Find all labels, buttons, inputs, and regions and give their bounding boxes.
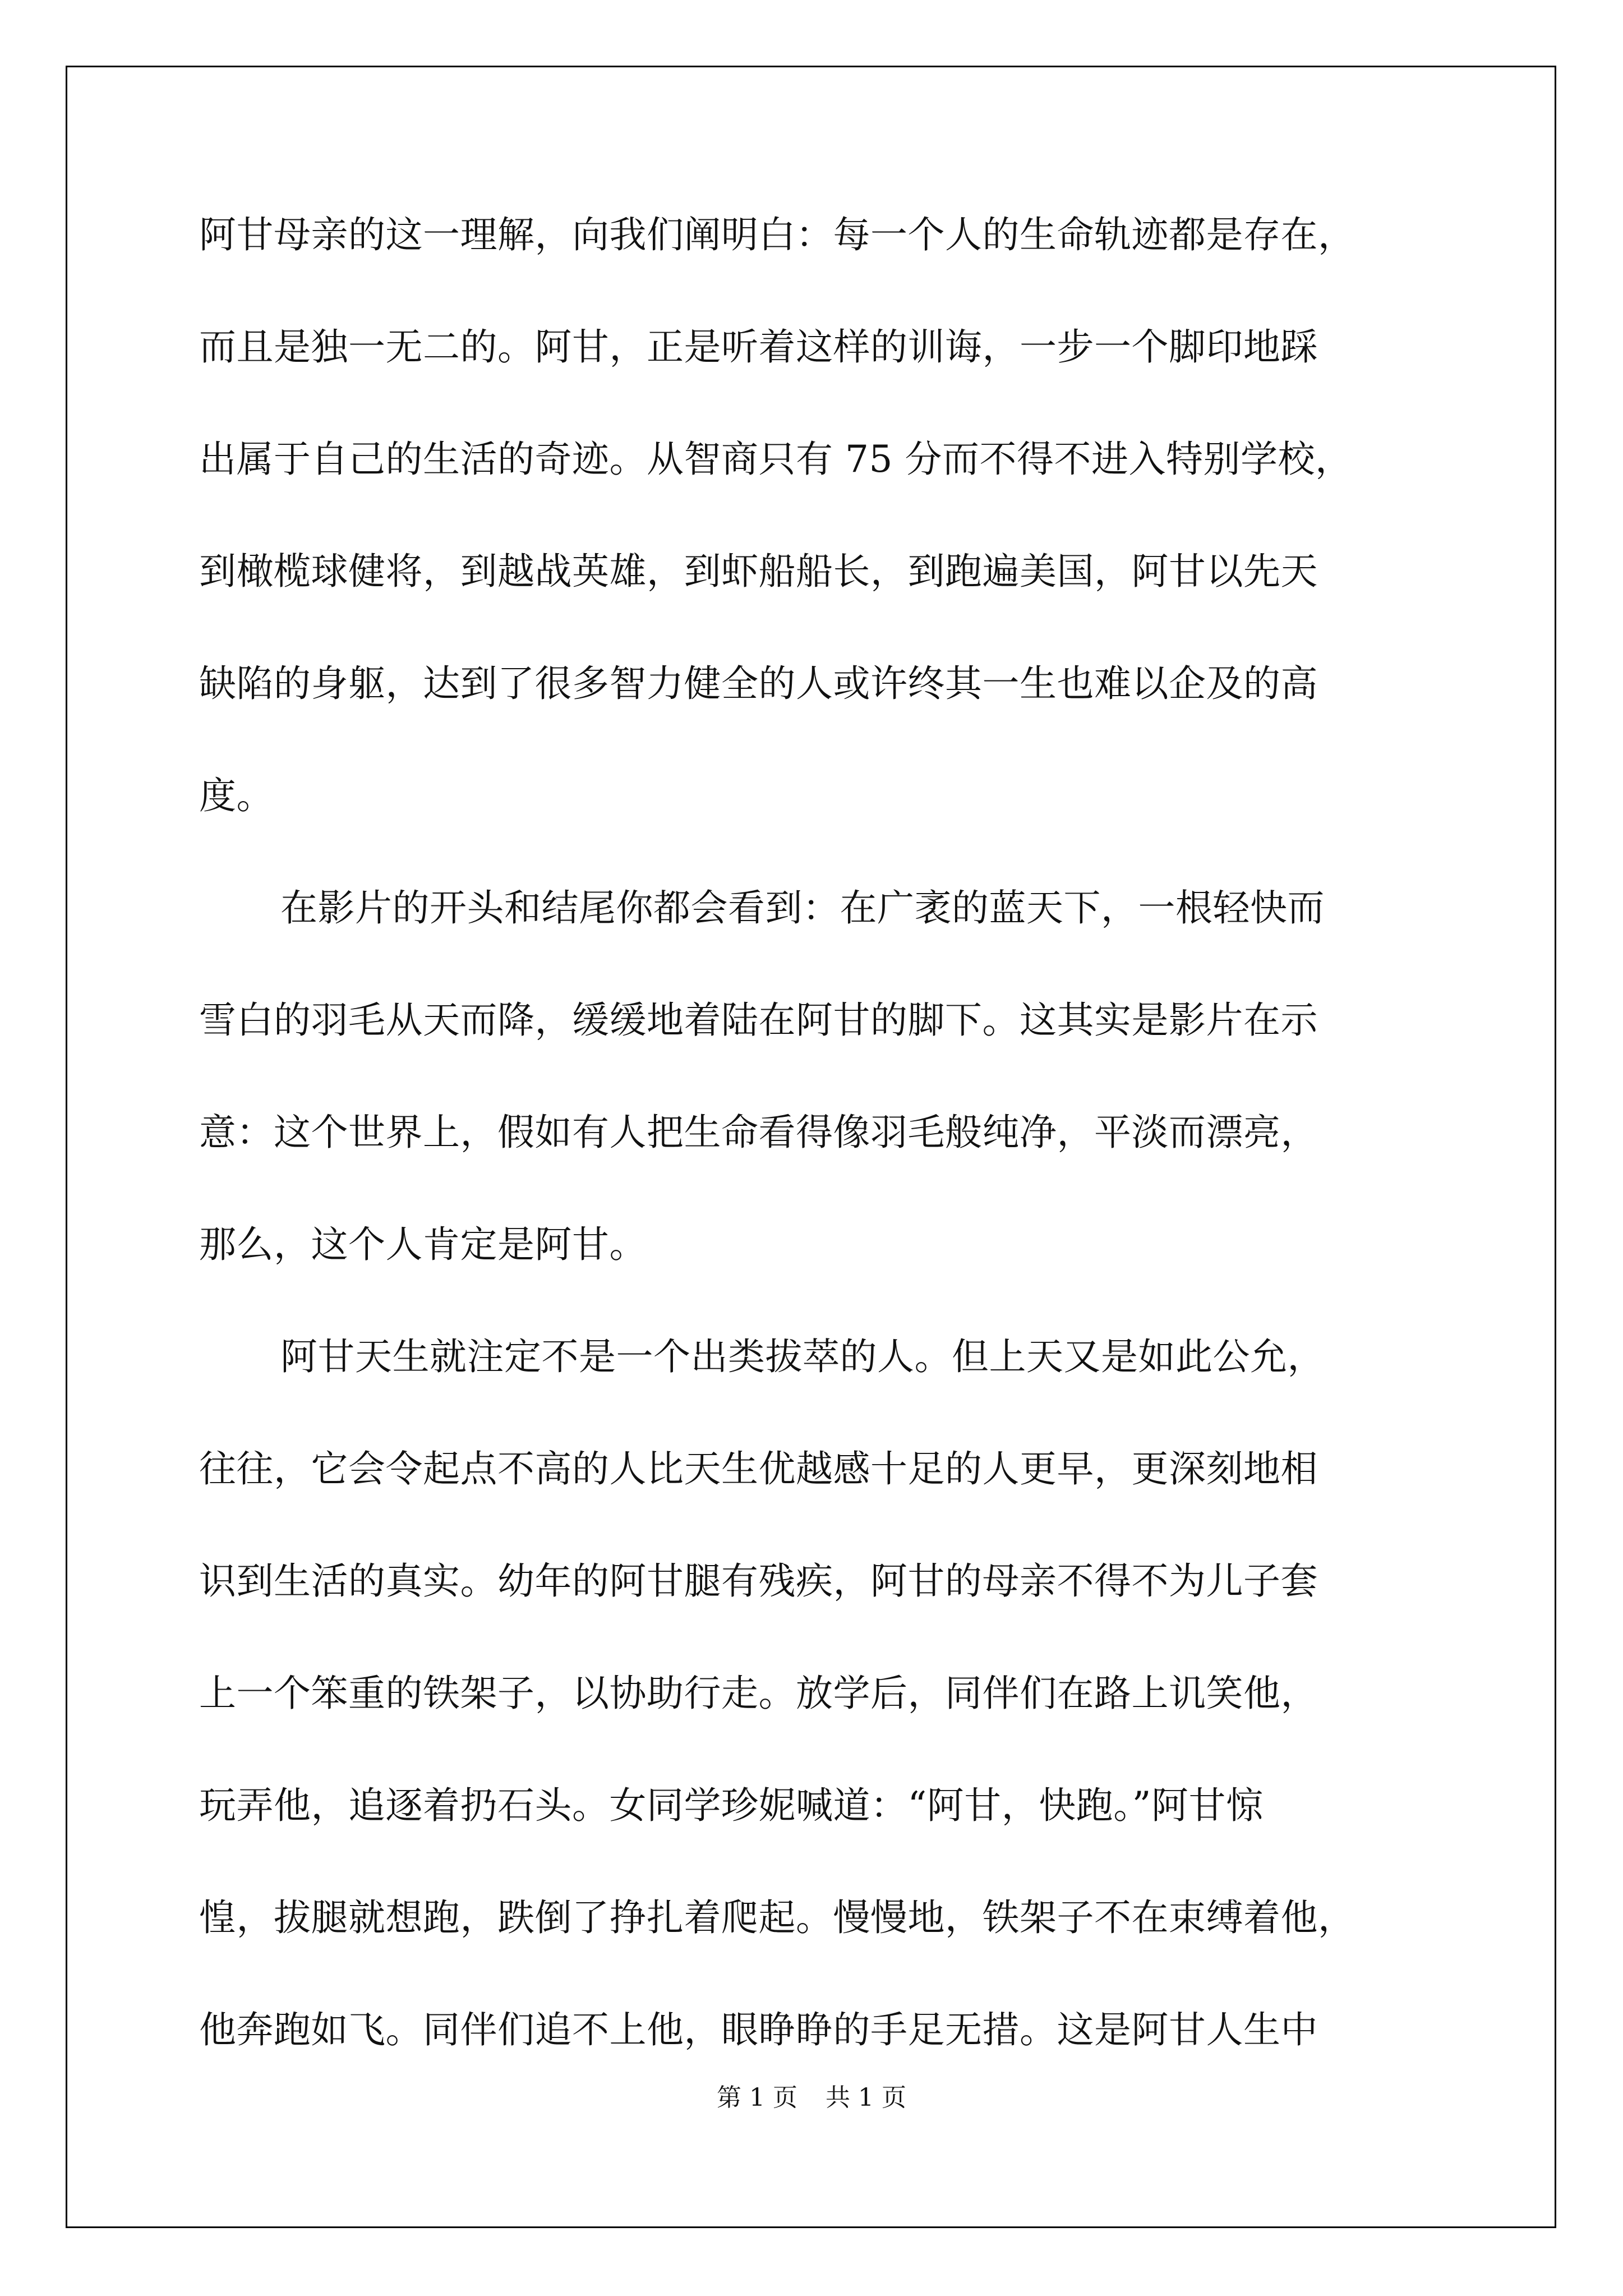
text-line: 缺陷的身躯，达到了很多智力健全的人或许终其一生也难以企及的高 (199, 662, 1318, 705)
text-line: 他奔跑如飞。同伴们追不上他，眼睁睁的手足无措。这是阿甘人生中 (199, 2008, 1318, 2051)
text-line: 玩弄他，追逐着扔石头。女同学珍妮喊道：“阿甘，快跑。”阿甘惊 (199, 1784, 1264, 1827)
text-line: 到橄榄球健将，到越战英雄，到虾船船长，到跑遍美国，阿甘以先天 (199, 550, 1318, 593)
text-line: 意：这个世界上，假如有人把生命看得像羽毛般纯净，平淡而漂亮， (199, 1111, 1318, 1154)
paragraph-start-line: 阿甘天生就注定不是一个出类拔萃的人。但上天又是如此公允， (280, 1335, 1325, 1378)
text-line: 度。 (199, 774, 274, 817)
paragraph-start-line: 在影片的开头和结尾你都会看到：在广袤的蓝天下，一根轻快而 (280, 886, 1325, 930)
text-line: 往往，它会令起点不高的人比天生优越感十足的人更早，更深刻地相 (199, 1447, 1318, 1490)
text-line: 那么，这个人肯定是阿甘。 (199, 1223, 647, 1266)
page-footer (0, 2081, 1623, 2115)
text-line: 雪白的羽毛从天而降，缓缓地着陆在阿甘的脚下。这其实是影片在示 (199, 999, 1318, 1042)
text-line: 惶，拔腿就想跑，跌倒了挣扎着爬起。慢慢地，铁架子不在束缚着他， (199, 1896, 1355, 1939)
text-line: 识到生活的真实。幼年的阿甘腿有残疾，阿甘的母亲不得不为儿子套 (199, 1559, 1318, 1603)
text-line: 而且是独一无二的。阿甘，正是听着这样的训诲，一步一个脚印地踩 (199, 325, 1318, 369)
page-total: 共 1 页 (826, 2083, 906, 2112)
page-number: 第 1 页 (717, 2083, 797, 2112)
text-line: 出属于自己的生活的奇迹。从智商只有 75 分而不得不进入特别学校， (199, 438, 1353, 481)
text-line: 阿甘母亲的这一理解，向我们阐明白：每一个人的生命轨迹都是存在， (199, 213, 1355, 256)
text-line: 上一个笨重的铁架子，以协助行走。放学后，同伴们在路上讥笑他， (199, 1672, 1318, 1715)
